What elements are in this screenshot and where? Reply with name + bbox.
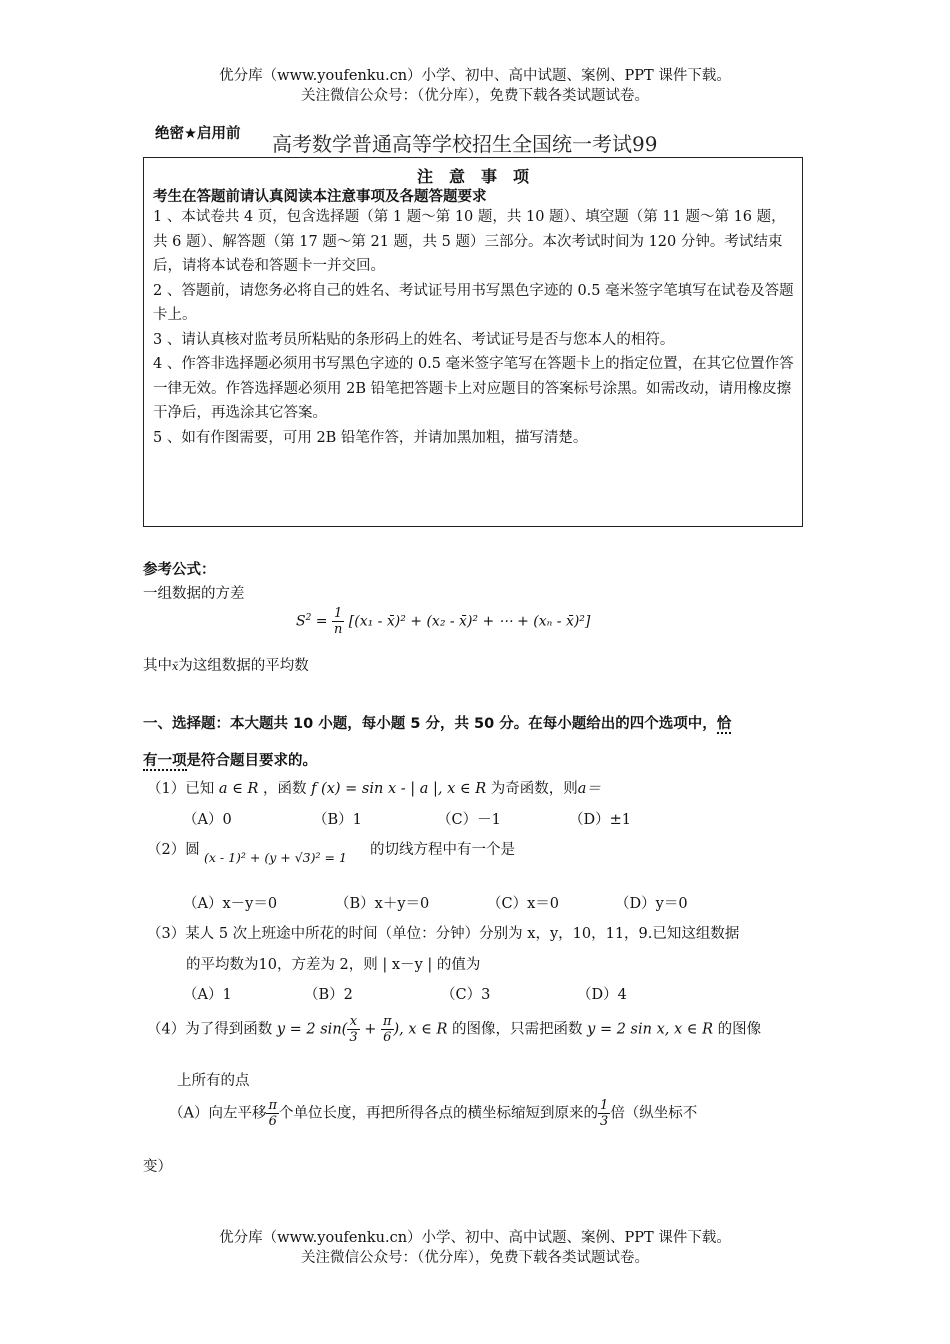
site-header-line1: 优分库（www.youfenku.cn）小学、初中、高中试题、案例、PPT 课件下载。 [219, 68, 731, 84]
q4-option-a-cont: 变） [143, 1159, 172, 1175]
mean-symbol: x̄ [172, 660, 179, 673]
question-2-suffix: 的切线方程中有一个是 [370, 842, 515, 858]
q3-option-c: （C）3 [441, 987, 491, 1003]
q3-option-b: （B）2 [304, 987, 353, 1003]
question-3-line2: 的平均数为10，方差为 2，则 | x－y | 的值为 [186, 957, 481, 973]
exam-title: 高考数学普通高等学校招生全国统一考试99 [272, 132, 658, 156]
notice-item-5: 5 、如有作图需要，可用 2B 铅笔作答，并请加黑加粗，描写清楚。 [153, 429, 588, 446]
formula-rhs: [(x₁ - x̄)² + (x₂ - x̄)² + ⋯ + (xₙ - x̄)²] [348, 613, 591, 630]
notice-items [153, 205, 795, 450]
notice-item-4: 4 、作答非选择题必须用书写黑色字迹的 0.5 毫米签字笔写在答题卡上的指定位置，在其它位置作答一律无效。作答选择题必须用 2B 铅笔把答题卡上对应题目的答案标号涂黑。如需改动，请用橡皮擦干净后，再选涂其它答案。 [153, 356, 794, 421]
question-3-line1: （3）某人 5 次上班途中所花的时间（单位：分钟）分别为 x，y，10，11，9.已知这组数据 [147, 926, 740, 942]
q1-option-a: （A）0 [183, 812, 232, 828]
site-header-line2: 关注微信公众号：（优分库），免费下载各类试题试卷。 [301, 88, 649, 104]
section1-title: 一、选择题：本大题共 10 小题，每小题 5 分，共 50 分。在每小题给出的四个选项中，恰 有一项是符合题目要求的。 [143, 716, 732, 769]
question-1: （1）已知 a ∈ R ，函数 f (x) = sin x - | a |, x ∈ R 为奇函数，则a＝ [147, 781, 601, 797]
formula-fraction: $\frac{1}{n}$ [333, 606, 343, 637]
q3-option-d: （D）4 [577, 987, 627, 1003]
notice-heading: 注 意 事 项 [416, 167, 529, 186]
circle-equation: (x - 1)² + (y + √3)² = 1 [204, 850, 347, 865]
site-footer-line2: 关注微信公众号：（优分库），免费下载各类试题试卷。 [301, 1250, 649, 1266]
notice-item-2: 2 、答题前，请您务必将自己的姓名、考试证号用书写黑色字迹的 0.5 毫米签字笔填写在试卷及答题卡上。 [153, 282, 794, 323]
secret-label: 绝密★启用前 [155, 124, 249, 144]
question-4-line2: 上所有的点 [177, 1073, 250, 1089]
q2-option-c: （C）x＝0 [487, 896, 559, 912]
notice-subheading: 考生在答题前请认真阅读本注意事项及各题答题要求 [153, 189, 487, 205]
q2-option-a: （A）x－y＝0 [183, 896, 278, 912]
q2-option-b: （B）x＋y＝0 [335, 896, 430, 912]
q2-option-d: （D）y＝0 [615, 896, 688, 912]
q3-option-a: （A）1 [183, 987, 232, 1003]
notice-item-3: 3 、请认真核对监考员所粘贴的条形码上的姓名、考试证号是否与您本人的相符。 [153, 331, 675, 348]
emphasis-youyixiang: 有一项 [143, 753, 187, 769]
q4-option-a: （A）向左平移 $\frac{\pi}{6}$ 个单位长度，再把所得各点的横坐标缩短到原来的 $\frac{1}{3}$ 倍（纵坐标不 [169, 1098, 698, 1129]
emphasis-qia: 恰 [716, 716, 732, 732]
variance-formula: $S^2$ = $\frac{1}{n}$ [(x₁ - x̄)² + (x₂ - x̄)² + ⋯ + (xₙ - x̄)²] [296, 606, 591, 637]
notice-item-1: 1 、本试卷共 4 页，包含选择题（第 1 题～第 10 题，共 10 题）、填空题（第 11 题～第 16 题，共 6 题）、解答题（第 17 题～第 21 题，共 5 题）三部分。本次考试时间为 120 分钟。考试结束后，请将本试卷和答题卡一并交回。 [153, 209, 786, 274]
site-footer-line1: 优分库（www.youfenku.cn）小学、初中、高中试题、案例、PPT 课件下载。 [219, 1230, 731, 1246]
q1-option-b: （B）1 [313, 812, 362, 828]
formula-label: 参考公式： [143, 562, 216, 578]
question-2-prefix: （2）圆 [147, 842, 200, 858]
formula-lhs: S [296, 613, 306, 630]
q1-option-d: （D）±1 [569, 812, 632, 828]
formula-desc: 一组数据的方差 [143, 586, 245, 602]
question-4: （4）为了得到函数 y = 2 sin( $\frac{x}{3}$ + $\frac{\pi}{6}$ ), x ∈ R 的图像，只需把函数 y = 2 sin x, x ∈ R 的图像 [147, 1014, 762, 1045]
mean-note: 其中x̄为这组数据的平均数 [143, 658, 309, 674]
q1-option-c: （C）－1 [437, 812, 501, 828]
